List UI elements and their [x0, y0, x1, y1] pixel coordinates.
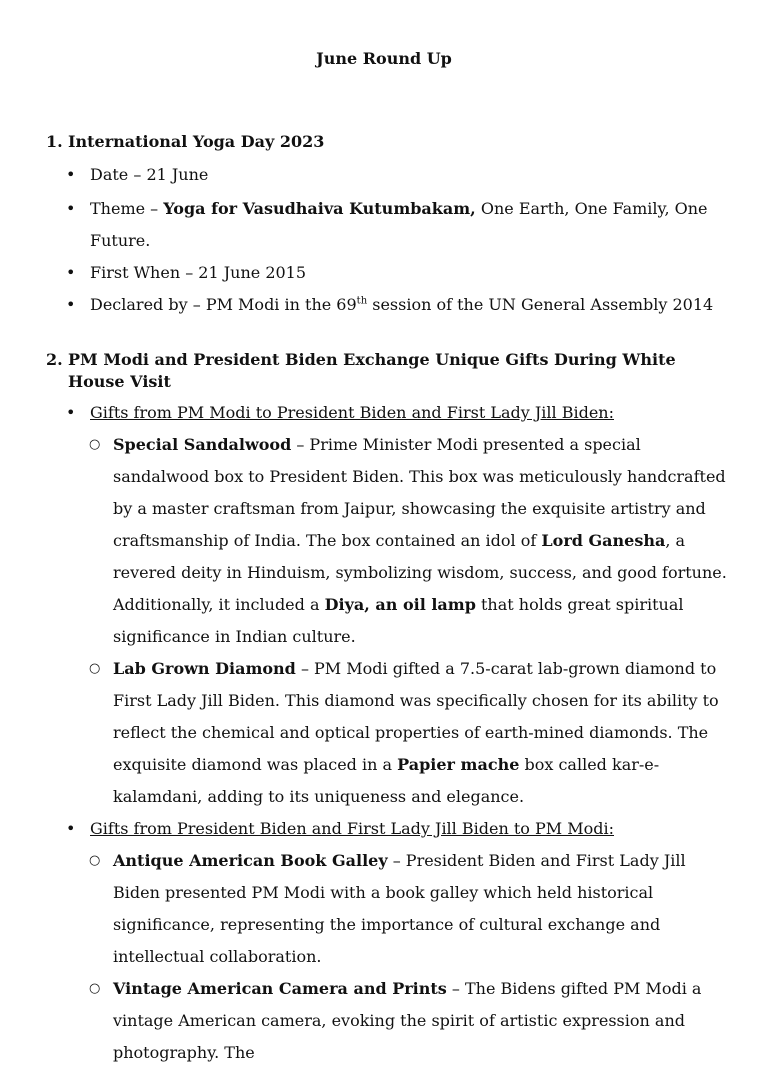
gifts-list — [46, 397, 736, 429]
book-galley-bold: Antique American Book Galley — [113, 851, 388, 870]
section-yoga-day — [46, 131, 736, 321]
page-title: June Round Up — [316, 49, 452, 68]
section-number: 2. — [46, 350, 63, 369]
theme-rest: One Earth, One Family, One Future. — [90, 199, 708, 250]
ganesha-bold: Lord Ganesha — [541, 531, 666, 550]
gifts-list-2 — [46, 813, 736, 845]
gifts-to-modi-label: Gifts from President Biden and First Lady Jill Biden to PM Modi: — [90, 819, 614, 838]
gifts-to-modi-sublist — [46, 845, 736, 1069]
papier-mache-bold: Papier mache — [397, 755, 520, 774]
list-item-first-when — [46, 257, 736, 289]
gifts-to-biden-sublist — [46, 429, 736, 813]
section-gift-exchange — [46, 349, 736, 1069]
list-item-book-galley — [46, 845, 736, 973]
list-item-sandalwood — [46, 429, 736, 653]
list-item-theme — [46, 193, 736, 257]
sandalwood-bold: Special Sandalwood — [113, 435, 292, 454]
diya-bold: Diya, an oil lamp — [324, 595, 476, 614]
list-item-gifts-to-modi — [46, 813, 736, 845]
list-item-declared — [46, 289, 736, 321]
first-when-text: First When – 21 June 2015 — [90, 263, 307, 282]
section-heading — [46, 131, 736, 153]
list-item-camera — [46, 973, 736, 1069]
list-item-diamond — [46, 653, 736, 813]
list-item-date — [46, 159, 736, 191]
section-title: PM Modi and President Biden Exchange Unique Gifts During White House Visit — [68, 350, 676, 391]
declared-sup: th — [356, 295, 368, 307]
sandalwood-text-3: that holds great spiritual significance in Indian culture. — [113, 595, 684, 646]
diamond-text-1: – PM Modi gifted a 7.5-carat lab-grown diamond to First Lady Jill Biden. This diamond was specifically chosen for its ability to reflect the chemical and optical properties of earth-mined diamonds. The exquisite diamond was placed in a — [113, 659, 719, 774]
sandalwood-text-2: , a revered deity in Hinduism, symbolizing wisdom, success, and good fortune. Additionally, it included a — [113, 531, 727, 614]
diamond-bold: Lab Grown Diamond — [113, 659, 296, 678]
camera-bold: Vintage American Camera and Prints — [113, 979, 447, 998]
section-title: International Yoga Day 2023 — [68, 132, 325, 151]
diamond-text-2: box called kar-e-kalamdani, adding to its uniqueness and elegance. — [113, 755, 660, 806]
sandalwood-text-1: – Prime Minister Modi presented a special sandalwood box to President Biden. This box was meticulously handcrafted by a master craftsman from Jaipur, showcasing the exquisite artistry and craftsmanship of India. The box contained an idol of — [113, 435, 726, 550]
gifts-to-biden-label: Gifts from PM Modi to President Biden and First Lady Jill Biden: — [90, 403, 614, 422]
date-text: Date – 21 June — [90, 165, 209, 184]
section-number: 1. — [46, 132, 63, 151]
theme-bold: Yoga for Vasudhaiva Kutumbakam, — [163, 199, 476, 218]
list-item-gifts-to-biden — [46, 397, 736, 429]
yoga-details-list — [46, 159, 736, 321]
declared-prefix: Declared by – PM Modi in the 69 — [90, 295, 357, 314]
section-heading — [46, 349, 736, 393]
book-galley-text: – President Biden and First Lady Jill Biden presented PM Modi with a book galley which held historical significance, representing the importance of cultural exchange and intellectual collaboration. — [113, 851, 686, 966]
camera-text: – The Bidens gifted PM Modi a vintage American camera, evoking the spirit of artistic expression and photography. The — [113, 979, 702, 1062]
theme-prefix: Theme – — [90, 199, 164, 218]
declared-rest: session of the UN General Assembly 2014 — [367, 295, 714, 314]
